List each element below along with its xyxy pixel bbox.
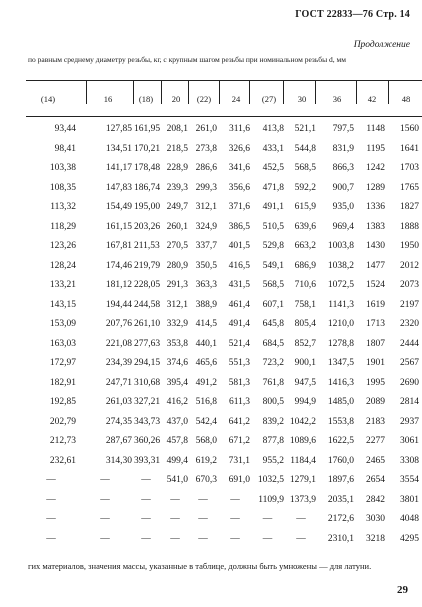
table-cell: 1897,6 (327, 475, 354, 485)
table-cell: 955,2 (262, 455, 284, 466)
table-cell: 510,5 (262, 221, 284, 232)
table-cell: 1622,5 (327, 436, 354, 446)
table-cell: 203,26 (134, 221, 161, 232)
table-row (26, 436, 422, 456)
table-cell: 1703 (400, 163, 419, 173)
table-cell: 969,4 (332, 221, 354, 232)
table-cell: 291,3 (166, 280, 188, 290)
table-cell: 1477 (366, 260, 385, 271)
table-cell: 1373,9 (289, 494, 316, 505)
table-cell: 2567 (400, 358, 419, 368)
table-cell: 3061 (400, 436, 419, 446)
table-cell: — (100, 494, 110, 505)
table-cell: 2183 (366, 416, 385, 427)
table-cell: 1901 (366, 358, 385, 368)
table-cell: 2937 (400, 416, 419, 427)
table-body (26, 124, 422, 553)
table-cell: 244,58 (134, 299, 161, 310)
table-cell: 3801 (400, 494, 419, 505)
table-cell: — (296, 533, 306, 544)
table-cell: 312,1 (166, 299, 188, 310)
table-cell: 299,3 (195, 182, 217, 193)
table-cell: 161,95 (134, 124, 161, 134)
table-cell: 2089 (366, 397, 385, 407)
table-cell: 1827 (400, 202, 419, 212)
table-cell: 491,1 (262, 202, 284, 212)
table-cell: 581,3 (228, 377, 250, 388)
table-row (26, 397, 422, 417)
table-cell: 416,2 (166, 397, 188, 407)
table-cell: 208,1 (166, 124, 188, 134)
table-cell: 431,5 (228, 280, 250, 290)
table-cell: 1279,1 (289, 475, 316, 485)
table-cell: 113,32 (50, 202, 76, 212)
table-row (26, 339, 422, 359)
table-cell: 549,1 (262, 260, 284, 271)
table-cell: — (198, 533, 208, 544)
table-cell: 452,5 (262, 163, 284, 173)
column-header: 20 (171, 94, 181, 104)
table-cell: 1109,9 (258, 494, 284, 505)
table-cell: 1524 (366, 280, 385, 290)
table-cell: — (170, 533, 180, 544)
table-cell: 2277 (366, 436, 385, 446)
table-cell: 221,08 (105, 338, 132, 349)
table-cell: — (141, 475, 151, 485)
table-cell: 1195 (366, 143, 385, 154)
table-row (26, 417, 422, 437)
table-cell: 192,85 (49, 397, 76, 407)
table-cell: 544,8 (294, 143, 316, 154)
table-cell: 143,15 (49, 299, 76, 310)
table-cell: 163,03 (49, 338, 76, 349)
table-cell: 219,79 (134, 260, 161, 271)
table-cell: 1760,0 (327, 455, 354, 466)
table-cell: 607,1 (262, 299, 284, 310)
table-cell: 2310,1 (327, 533, 354, 544)
table-cell: 153,09 (49, 319, 76, 329)
table-cell: 393,31 (134, 455, 161, 466)
table-cell: 568,0 (195, 436, 217, 446)
table-cell: 994,9 (294, 397, 316, 407)
table-cell: 1560 (400, 124, 419, 134)
table-cell: 416,5 (228, 260, 250, 271)
table-cell: 327,21 (134, 397, 161, 407)
table-cell: 2444 (400, 338, 419, 349)
table-cell: 935,0 (332, 202, 354, 212)
table-cell: 401,5 (228, 241, 250, 251)
table-row (26, 124, 422, 144)
table-row (26, 163, 422, 183)
table-cell: 261,03 (105, 397, 132, 407)
table-cell: 1336 (366, 202, 385, 212)
table-cell: 805,4 (294, 319, 316, 329)
table-cell: 3030 (366, 514, 385, 524)
table-cell: 900,1 (294, 358, 316, 368)
table-cell: 202,79 (49, 416, 76, 427)
table-cell: 663,2 (294, 241, 316, 251)
table-cell: 639,6 (294, 221, 316, 232)
table-cell: 167,81 (105, 241, 132, 251)
table-row (26, 319, 422, 339)
table-cell: 310,68 (134, 377, 161, 388)
table-cell: 529,8 (262, 241, 284, 251)
table-cell: 178,48 (134, 163, 161, 173)
table-cell: 2012 (400, 260, 419, 271)
table-cell: 831,9 (332, 143, 354, 154)
table-cell: 127,85 (105, 124, 132, 134)
table-cell: 228,05 (134, 280, 161, 290)
table-cell: 341,6 (228, 163, 250, 173)
table-cell: 93,44 (54, 124, 76, 134)
table-cell: 592,2 (294, 182, 316, 193)
column-header: 48 (401, 94, 411, 104)
table-cell: 274,35 (105, 416, 132, 427)
table-cell: 1032,5 (257, 475, 284, 485)
table-cell: 645,8 (262, 319, 284, 329)
table-cell: 261,0 (195, 124, 217, 134)
table-cell: 1289 (366, 182, 385, 193)
table-cell: 228,9 (166, 163, 188, 173)
table-cell: 521,4 (228, 338, 250, 349)
table-row (26, 202, 422, 222)
table-cell: 866,3 (332, 163, 354, 173)
column-divider (86, 80, 87, 104)
table-cell: 1148 (366, 124, 385, 134)
table-cell: 491,2 (195, 377, 217, 388)
table-cell: 261,10 (134, 319, 161, 329)
table-cell: 1038,2 (327, 260, 354, 271)
table-row (26, 183, 422, 203)
table-cell: 684,5 (262, 338, 284, 349)
table-cell: 218,5 (166, 143, 188, 154)
table-cell: 670,3 (195, 475, 217, 485)
table-cell: — (230, 533, 240, 544)
table-cell: 118,29 (50, 221, 76, 232)
table-cell: 800,5 (262, 397, 284, 407)
table-cell: 1089,6 (289, 436, 316, 446)
table-cell: 123,26 (49, 241, 76, 251)
table-row (26, 456, 422, 476)
table-cell: 249,7 (166, 202, 188, 212)
table-cell: 686,9 (294, 260, 316, 271)
table-cell: 1995 (366, 377, 385, 388)
table-cell: 356,6 (228, 182, 250, 193)
table-cell: 3554 (400, 475, 419, 485)
table-cell: 2172,6 (327, 514, 354, 524)
table-cell: — (141, 494, 151, 505)
table-cell: — (46, 533, 56, 544)
table-cell: 839,2 (262, 416, 284, 427)
table-row (26, 222, 422, 242)
table-cell: 2842 (366, 494, 385, 505)
table-cell: 287,67 (105, 436, 132, 446)
table-cell: 186,74 (134, 182, 161, 193)
column-header: (18) (138, 94, 154, 104)
table-cell: 273,8 (195, 143, 217, 154)
table-cell: 212,73 (49, 436, 76, 446)
table-cell: 852,7 (294, 338, 316, 349)
table-cell: — (46, 494, 56, 505)
table-cell: — (46, 514, 56, 524)
table-cell: 234,39 (105, 358, 132, 368)
table-cell: 277,63 (134, 338, 161, 349)
table-cell: 1807 (366, 338, 385, 349)
table-cell: 343,73 (134, 416, 161, 427)
table-cell: 611,3 (228, 397, 250, 407)
table-cell: 457,8 (166, 436, 188, 446)
table-cell: 386,5 (228, 221, 250, 232)
table-cell: 161,15 (105, 221, 132, 232)
table-cell: — (100, 475, 110, 485)
table-cell: 1765 (400, 182, 419, 193)
table-row (26, 495, 422, 515)
table-cell: 3308 (400, 455, 419, 466)
table-cell: 286,6 (195, 163, 217, 173)
table-cell: 314,30 (105, 455, 132, 466)
table-cell: — (296, 514, 306, 524)
table-cell: 207,76 (105, 319, 132, 329)
table-cell: 1278,8 (327, 338, 354, 349)
table-cell: 521,1 (294, 124, 316, 134)
column-header: 30 (297, 94, 307, 104)
table-cell: 147,83 (105, 182, 132, 193)
table-cell: 731,1 (228, 455, 250, 466)
table-cell: 103,38 (49, 163, 76, 173)
table-cell: — (170, 494, 180, 505)
table-cell: 1713 (366, 319, 385, 329)
table-cell: 758,1 (294, 299, 316, 310)
table-cell: 440,1 (195, 338, 217, 349)
table-cell: 433,1 (262, 143, 284, 154)
table-cell: — (230, 494, 240, 505)
table-cell: 413,8 (262, 124, 284, 134)
table-cell: 1619 (366, 299, 385, 310)
table-cell: 461,4 (228, 299, 250, 310)
table-cell: 691,0 (228, 475, 250, 485)
table-cell: 3218 (366, 533, 385, 544)
table-cell: 499,4 (166, 455, 188, 466)
table-cell: 353,8 (166, 338, 188, 349)
table-cell: 797,5 (332, 124, 354, 134)
column-divider (388, 80, 389, 104)
table-cell: 172,97 (49, 358, 76, 368)
table-cell: 877,8 (262, 436, 284, 446)
table-cell: 900,7 (332, 182, 354, 193)
table-cell: 108,35 (49, 182, 76, 193)
table-cell: 350,5 (195, 260, 217, 271)
table-cell: 619,2 (195, 455, 217, 466)
table-cell: 174,46 (105, 260, 132, 271)
table-cell: 671,2 (228, 436, 250, 446)
table-cell: 1347,5 (327, 358, 354, 368)
table-cell: 1003,8 (327, 241, 354, 251)
table-row (26, 378, 422, 398)
table-cell: 568,5 (262, 280, 284, 290)
table-caption: по равным среднему диаметру резьбы, кг, с крупным шагом резьбы при номинальном резьбы d, мм (28, 55, 346, 64)
table-cell: 247,71 (105, 377, 132, 388)
table-cell: 2465 (366, 455, 385, 466)
table-cell: 710,6 (294, 280, 316, 290)
table-cell: 516,8 (195, 397, 217, 407)
column-header: (22) (196, 94, 212, 104)
table-cell: 2654 (366, 475, 385, 485)
table-cell: — (141, 533, 151, 544)
table-cell: 98,41 (54, 143, 76, 154)
table-cell: 1430 (366, 241, 385, 251)
table-cell: — (100, 533, 110, 544)
table-cell: 947,5 (294, 377, 316, 388)
table-cell: 194,44 (105, 299, 132, 310)
table-row (26, 514, 422, 534)
table-row (26, 241, 422, 261)
table-cell: 1383 (366, 221, 385, 232)
table-cell: 280,9 (166, 260, 188, 271)
table-header-rule (26, 116, 422, 117)
table-cell: 270,5 (166, 241, 188, 251)
table-row (26, 280, 422, 300)
table-cell: 465,6 (195, 358, 217, 368)
table-cell: 374,6 (166, 358, 188, 368)
table-cell: 232,61 (49, 455, 76, 466)
table-cell: 195,00 (134, 202, 161, 212)
table-cell: — (262, 533, 273, 544)
table-row (26, 261, 422, 281)
table-cell: 154,49 (105, 202, 132, 212)
table-cell: 2197 (400, 299, 419, 310)
table-cell: 2814 (400, 397, 419, 407)
table-cell: 170,21 (134, 143, 161, 154)
table-cell: 1210,0 (327, 319, 354, 329)
continued-label: Продолжение (353, 40, 410, 50)
table-cell: 2320 (400, 319, 419, 329)
table-cell: 1184,4 (290, 455, 316, 466)
table-cell: 395,4 (166, 377, 188, 388)
table-cell: 437,0 (166, 416, 188, 427)
column-header: (27) (261, 94, 277, 104)
table-cell: 568,5 (294, 163, 316, 173)
table-cell: 312,1 (195, 202, 217, 212)
table-cell: 1553,8 (327, 416, 354, 427)
table-cell: 332,9 (166, 319, 188, 329)
page-number: 29 (397, 584, 408, 596)
table-cell: 211,53 (134, 241, 160, 251)
table-cell: 414,5 (195, 319, 217, 329)
table-cell: 1950 (400, 241, 419, 251)
table-cell: 311,6 (228, 124, 250, 134)
table-cell: — (170, 514, 180, 524)
table-row (26, 144, 422, 164)
table-cell: 324,9 (195, 221, 217, 232)
table-cell: 2073 (400, 280, 419, 290)
table-cell: 1416,3 (327, 377, 354, 388)
table-cell: 128,24 (49, 260, 76, 271)
table-cell: 4295 (400, 533, 419, 544)
table-cell: — (198, 494, 208, 505)
table-cell: 641,2 (228, 416, 250, 427)
table-row (26, 534, 422, 554)
table-cell: — (141, 514, 151, 524)
table-cell: 551,3 (228, 358, 250, 368)
column-header: (14) (40, 94, 56, 104)
table-cell: — (230, 514, 240, 524)
column-header: 24 (231, 94, 241, 104)
table-cell: 337,7 (195, 241, 217, 251)
table-cell: 181,12 (105, 280, 132, 290)
table-cell: 1141,3 (328, 299, 354, 310)
column-header: 42 (367, 94, 377, 104)
table-cell: 1242 (366, 163, 385, 173)
table-cell: 1888 (400, 221, 419, 232)
table-cell: 761,8 (262, 377, 284, 388)
table-row (26, 358, 422, 378)
table-cell: 133,21 (49, 280, 76, 290)
table-cell: 541,0 (166, 475, 188, 485)
table-cell: 2035,1 (327, 494, 354, 505)
table-cell: 1485,0 (327, 397, 354, 407)
table-cell: 182,91 (49, 377, 76, 388)
table-cell: 134,51 (105, 143, 132, 154)
table-cell: 615,9 (294, 202, 316, 212)
table-cell: 239,3 (166, 182, 188, 193)
table-cell: 1641 (400, 143, 419, 154)
table-cell: — (262, 514, 273, 524)
table-cell: 1042,2 (289, 416, 316, 427)
table-cell: 2690 (400, 377, 419, 388)
table-cell: — (100, 514, 110, 524)
page-header: ГОСТ 22833—76 Стр. 14 (295, 9, 410, 20)
table-cell: 4048 (400, 514, 419, 524)
table-row (26, 300, 422, 320)
table-row (26, 475, 422, 495)
column-header: 36 (332, 94, 342, 104)
table-cell: 471,8 (262, 182, 284, 193)
table-cell: 363,3 (195, 280, 217, 290)
table-cell: 326,6 (228, 143, 250, 154)
table-cell: 388,9 (195, 299, 217, 310)
table-cell: 371,6 (228, 202, 250, 212)
table-cell: — (46, 475, 56, 485)
table-cell: 294,15 (134, 358, 161, 368)
footer-note: гих материалов, значения массы, указанные в таблице, должны быть умножены — для латуни. (28, 561, 372, 571)
table-cell: 141,17 (105, 163, 132, 173)
table-cell: 260,1 (166, 221, 188, 232)
table-cell: 1072,5 (327, 280, 354, 290)
table-cell: 723,2 (262, 358, 284, 368)
table-cell: 360,26 (134, 436, 161, 446)
table-cell: 542,4 (195, 416, 217, 427)
table-cell: — (198, 514, 208, 524)
table-cell: 491,4 (228, 319, 250, 329)
column-header: 16 (103, 94, 113, 104)
